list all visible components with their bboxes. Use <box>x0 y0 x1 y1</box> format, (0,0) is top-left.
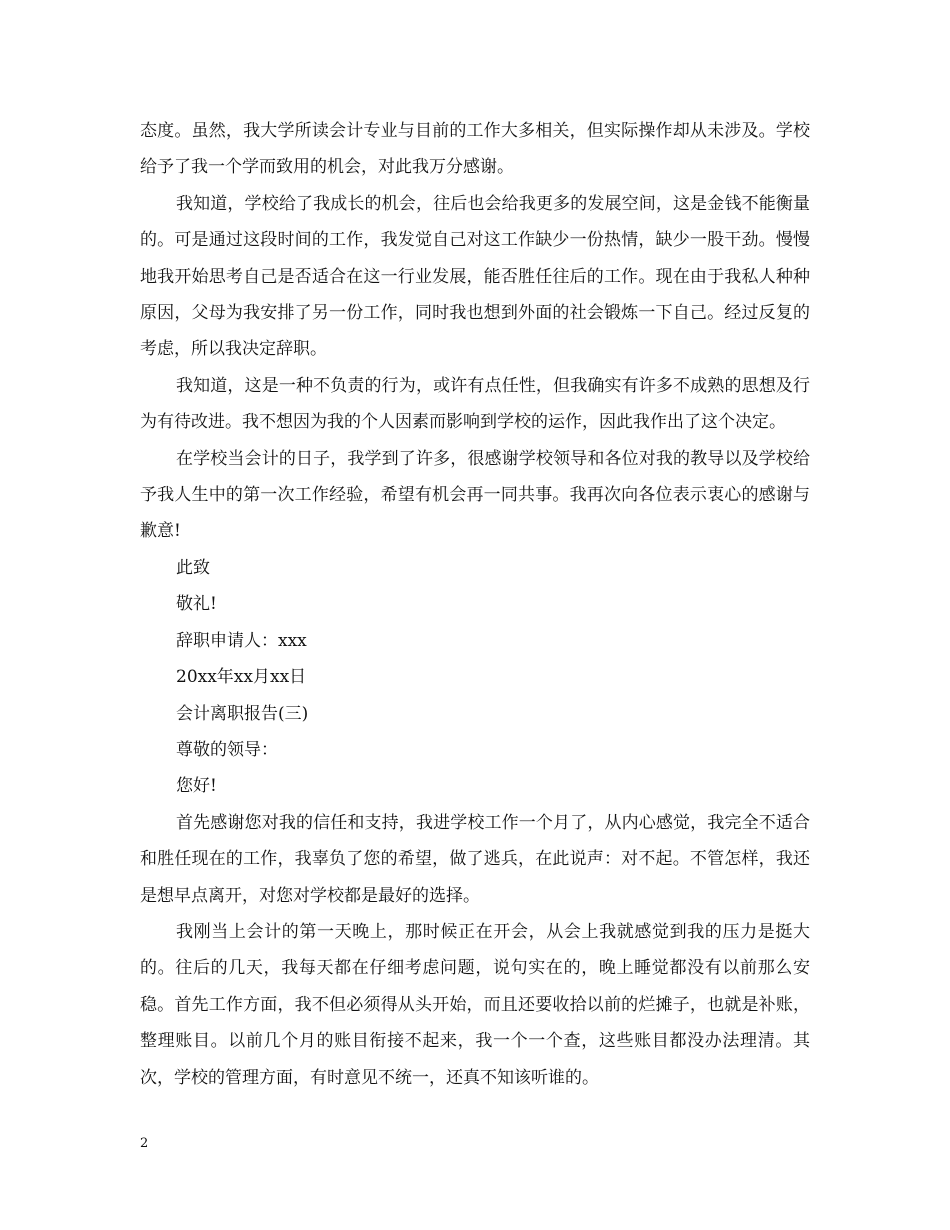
greeting-hello: 您好! <box>176 776 217 797</box>
greeting-recipient: 尊敬的领导： <box>176 739 278 760</box>
closing-salutation: 此致 <box>176 557 210 578</box>
paragraph-4: 在学校当会计的日子，我学到了许多，很感谢学校领导和各位对我的教导以及学校给予我人生中的第一次工作经验，希望有机会再一同共事。我再次向各位表示衷心的感谢与歉意! <box>140 448 810 542</box>
section-title: 会计离职报告(三) <box>176 703 309 724</box>
paragraph-6: 我刚当上会计的第一天晚上，那时候正在开会，从会上我就感觉到我的压力是挺大的。往后的几天，我每天都在仔细考虑问题，说句实在的，晚上睡觉都没有以前那么安稳。首先工作方面，我不但必须得从头开始，而且还要收拾以前的烂摊子，也就是补账，整理账目。以前几个月的账目衔接不起来，我一个一个查，这些账目都没办法理清。其次，学校的管理方面，有时意见不统一，还真不知该听谁的。 <box>140 921 810 1088</box>
closing-respect: 敬礼! <box>176 594 217 615</box>
paragraph-1: 态度。虽然，我大学所读会计专业与目前的工作大多相关，但实际操作却从未涉及。学校给予了我一个学而致用的机会，对此我万分感谢。 <box>140 121 810 178</box>
letter-date: 20xx年xx月xx日 <box>176 667 307 688</box>
paragraph-2: 我知道，学校给了我成长的机会，往后也会给我更多的发展空间，这是金钱不能衡量的。可是通过这段时间的工作，我发觉自己对这工作缺少一份热情，缺少一股干劲。慢慢地我开始思考自己是否适合在这一行业发展，能否胜任往后的工作。现在由于我私人种种原因，父母为我安排了另一份工作，同时我也想到外面的社会锻炼一下自己。经过反复的考虑，所以我决定辞职。 <box>140 193 810 360</box>
paragraph-5: 首先感谢您对我的信任和支持，我进学校工作一个月了，从内心感觉，我完全不适合和胜任现在的工作，我辜负了您的希望，做了逃兵，在此说声：对不起。不管怎样，我还是想早点离开，对您对学校都是最好的选择。 <box>140 812 810 906</box>
page-number: 2 <box>140 1136 149 1151</box>
paragraph-3: 我知道，这是一种不负责的行为，或许有点任性，但我确实有许多不成熟的思想及行为有待改进。我不想因为我的个人因素而影响到学校的运作，因此我作出了这个决定。 <box>140 375 810 433</box>
applicant-signature: 辞职申请人：xxx <box>176 630 307 651</box>
document-body <box>140 113 810 1096</box>
